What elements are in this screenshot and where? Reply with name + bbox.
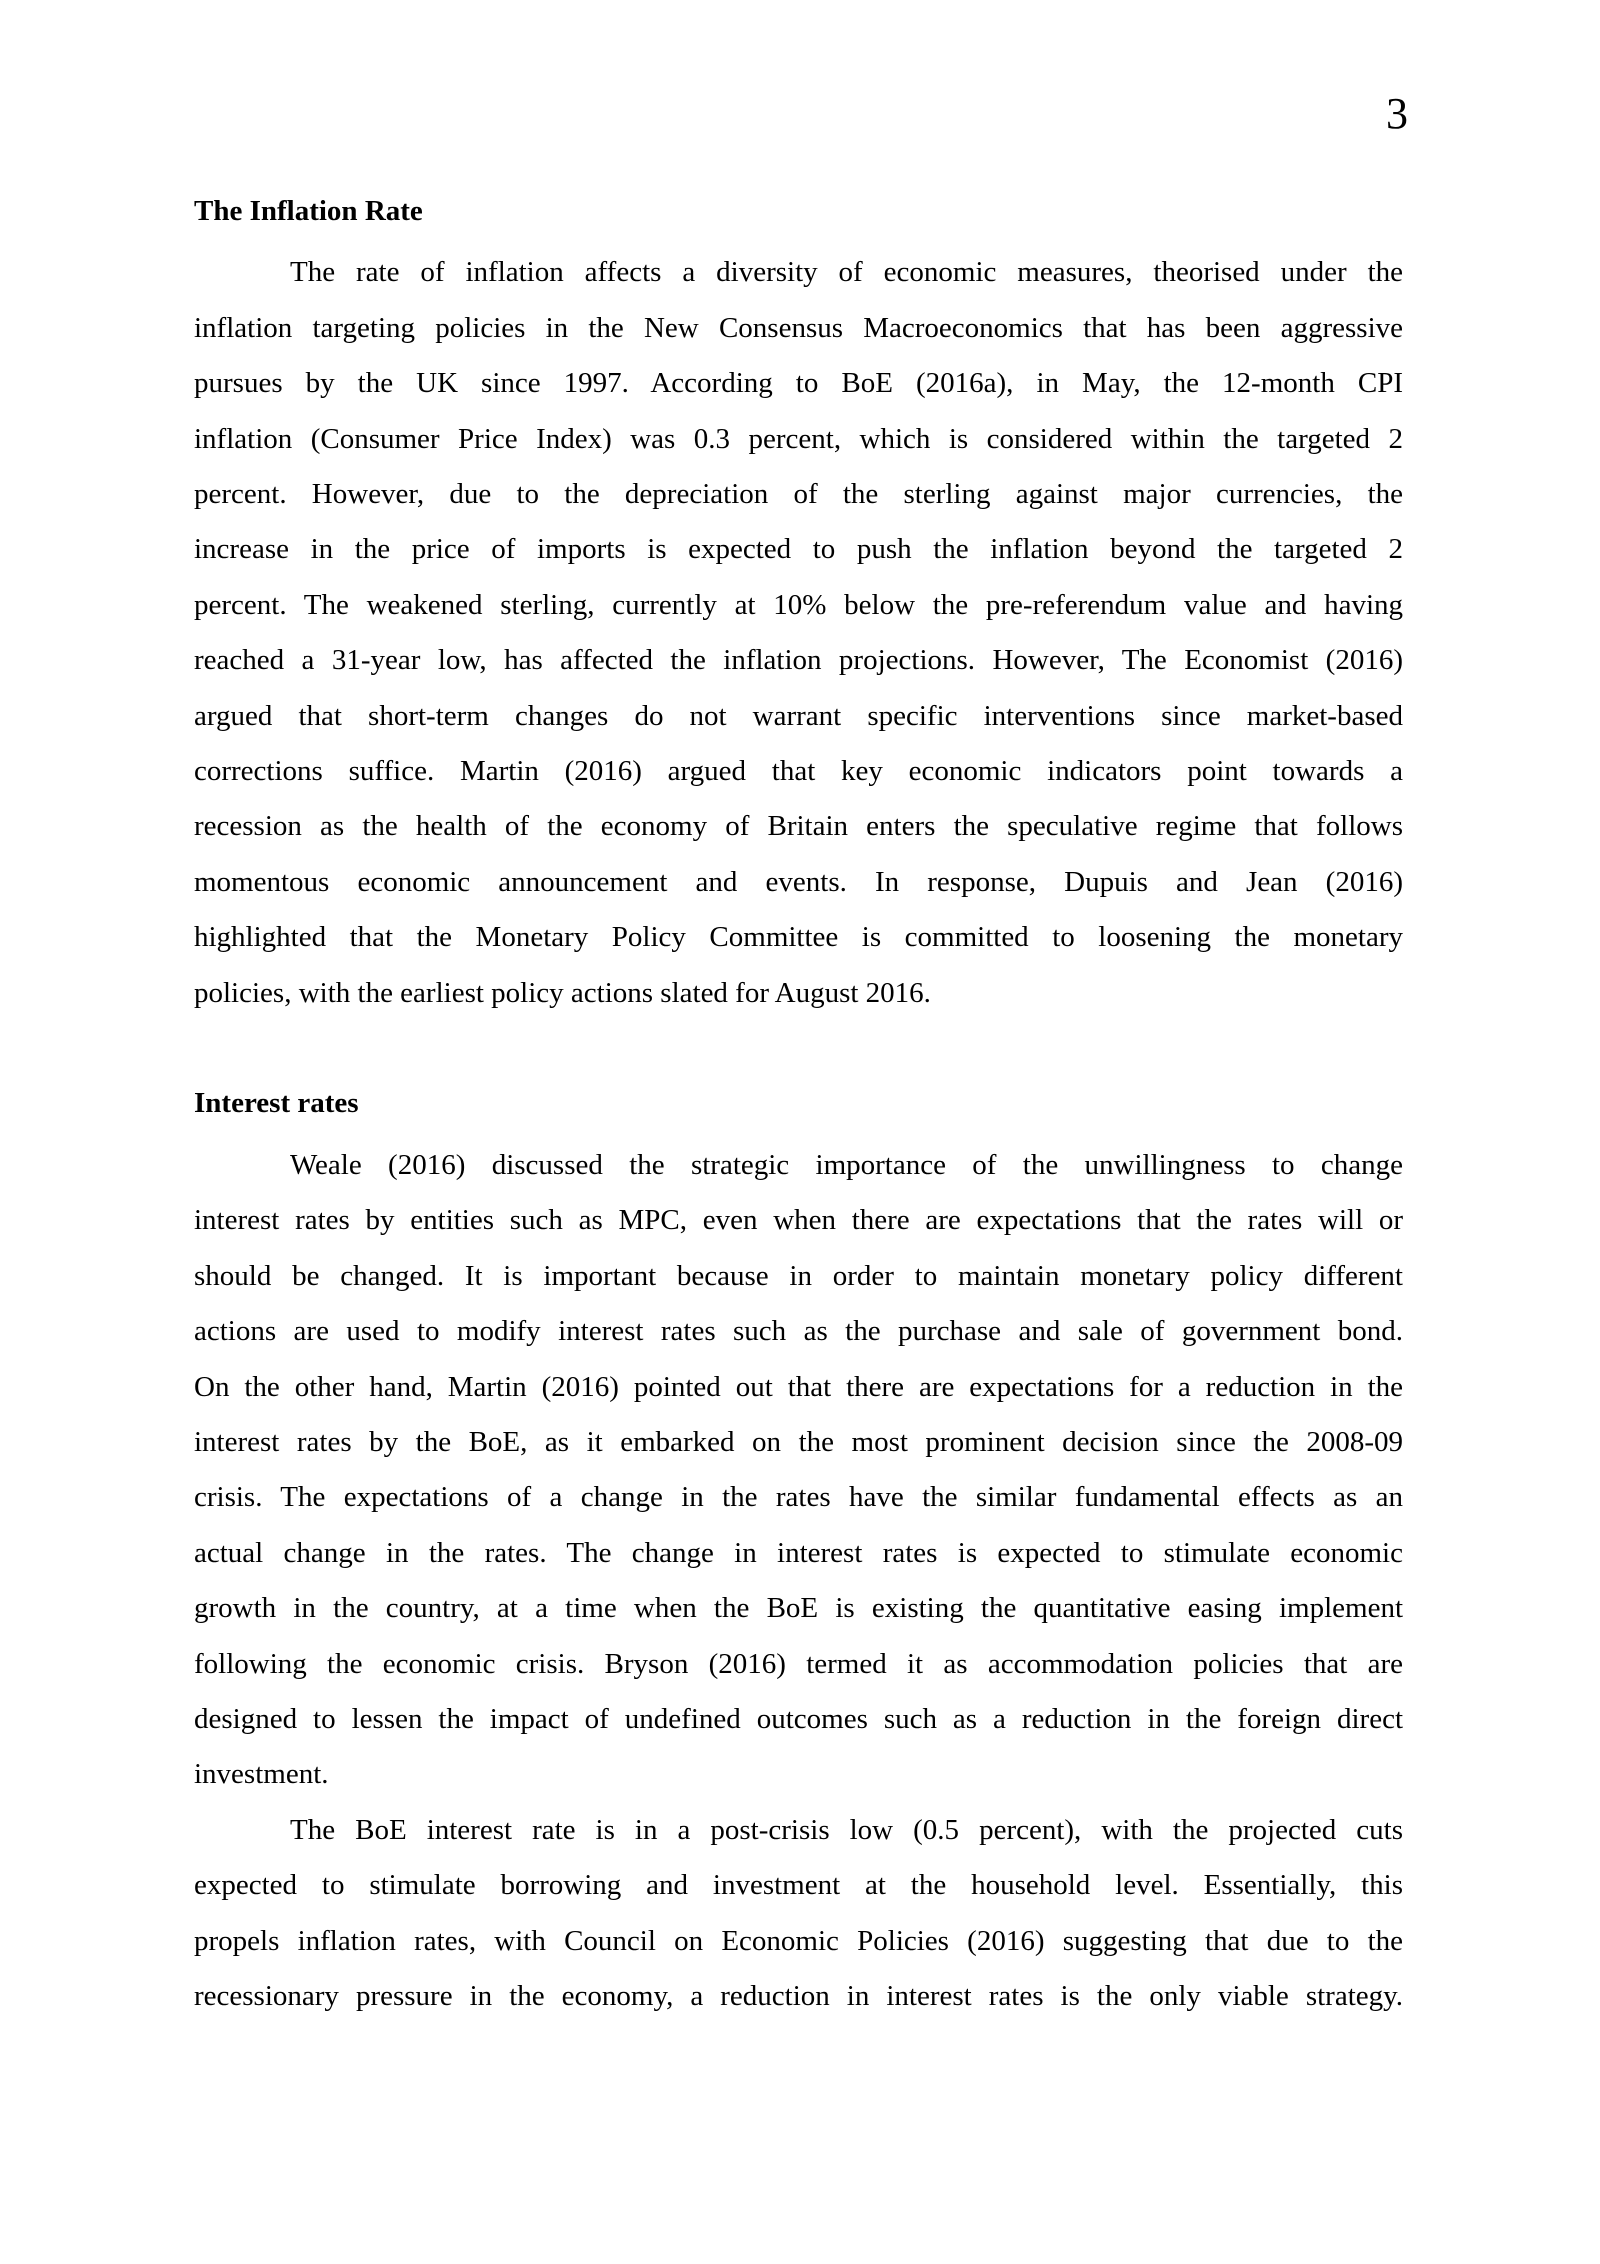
text-line: investment. xyxy=(194,1758,329,1791)
text-line: expected to stimulate borrowing and investment at the household level. Essentially, this xyxy=(194,1869,1403,1902)
text-line: inflation (Consumer Price Index) was 0.3 percent, which is considered within the targeted 2 xyxy=(194,422,1403,455)
text-line: highlighted that the Monetary Policy Committee is committed to loosening the monetary xyxy=(194,921,1403,954)
text-line: propels inflation rates, with Council on Economic Policies (2016) suggesting that due to the xyxy=(194,1924,1403,1957)
text-line: recessionary pressure in the economy, a reduction in interest rates is the only viable strategy. xyxy=(194,1979,1403,2012)
document-body xyxy=(194,184,1403,2024)
text-line: growth in the country, at a time when the BoE is existing the quantitative easing implement xyxy=(194,1592,1403,1625)
text-line: momentous economic announcement and events. In response, Dupuis and Jean (2016) xyxy=(194,865,1403,898)
text-line: inflation targeting policies in the New Consensus Macroeconomics that has been aggressive xyxy=(194,311,1403,344)
section-heading: The Inflation Rate xyxy=(194,195,423,227)
text-line: The rate of inflation affects a diversity of economic measures, theorised under the xyxy=(290,256,1403,289)
document-section xyxy=(194,1076,1403,2024)
text-line: On the other hand, Martin (2016) pointed out that there are expectations for a reduction in the xyxy=(194,1370,1403,1403)
text-line: interest rates by the BoE, as it embarked on the most prominent decision since the 2008-09 xyxy=(194,1425,1403,1458)
text-line: actions are used to modify interest rates such as the purchase and sale of government bond. xyxy=(194,1315,1403,1348)
text-line: argued that short-term changes do not warrant specific interventions since market-based xyxy=(194,699,1403,732)
paragraph xyxy=(194,1138,1403,1803)
document-section xyxy=(194,184,1403,1021)
text-line: actual change in the rates. The change in interest rates is expected to stimulate economic xyxy=(194,1536,1403,1569)
text-line: pursues by the UK since 1997. According to BoE (2016a), in May, the 12-month CPI xyxy=(194,367,1403,400)
text-line: interest rates by entities such as MPC, even when there are expectations that the rates will or xyxy=(194,1204,1403,1237)
text-line: reached a 31-year low, has affected the inflation projections. However, The Economist (2016) xyxy=(194,644,1403,677)
text-line: following the economic crisis. Bryson (2016) termed it as accommodation policies that are xyxy=(194,1647,1403,1680)
page-number: 3 xyxy=(1386,89,1408,138)
paragraph xyxy=(194,245,1403,1021)
text-line: crisis. The expectations of a change in the rates have the similar fundamental effects as an xyxy=(194,1481,1403,1514)
text-line: policies, with the earliest policy actions slated for August 2016. xyxy=(194,976,931,1009)
text-line: percent. The weakened sterling, currently at 10% below the pre-referendum value and having xyxy=(194,588,1403,621)
text-line: corrections suffice. Martin (2016) argued that key economic indicators point towards a xyxy=(194,755,1403,788)
text-line: increase in the price of imports is expected to push the inflation beyond the targeted 2 xyxy=(194,533,1403,566)
text-line: Weale (2016) discussed the strategic importance of the unwillingness to change xyxy=(290,1148,1403,1181)
paragraph xyxy=(194,1803,1403,2025)
text-line: designed to lessen the impact of undefined outcomes such as a reduction in the foreign direct xyxy=(194,1702,1403,1735)
text-line: recession as the health of the economy of Britain enters the speculative regime that follows xyxy=(194,810,1403,843)
text-line: should be changed. It is important because in order to maintain monetary policy different xyxy=(194,1259,1403,1292)
text-line: The BoE interest rate is in a post-crisis low (0.5 percent), with the projected cuts xyxy=(290,1813,1403,1846)
text-line: percent. However, due to the depreciation of the sterling against major currencies, the xyxy=(194,478,1403,511)
section-heading: Interest rates xyxy=(194,1087,359,1120)
